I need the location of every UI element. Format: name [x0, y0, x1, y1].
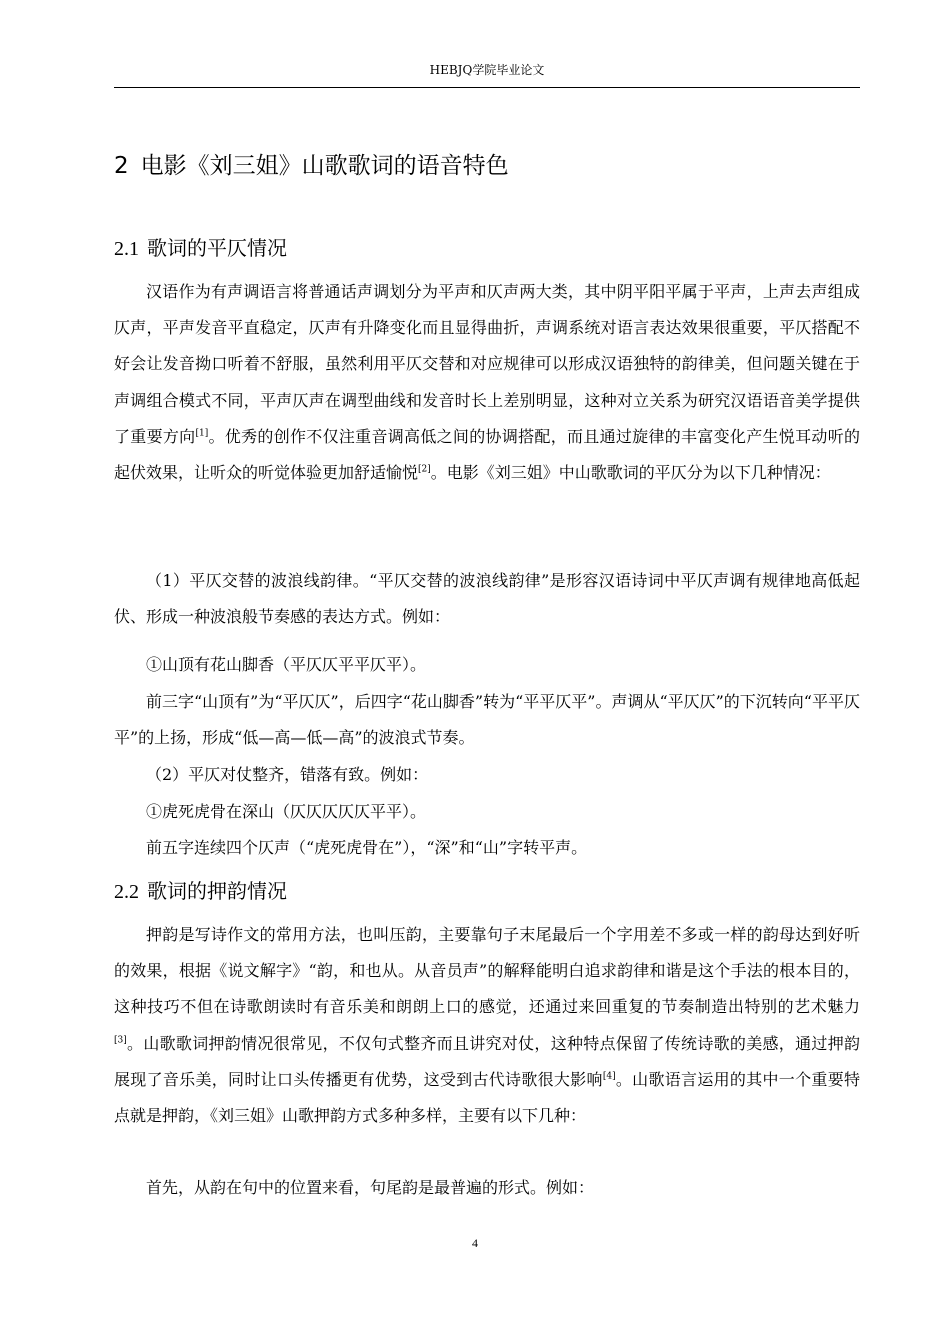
section-number: 2.2 [114, 881, 139, 903]
section-title: 歌词的押韵情况 [147, 879, 287, 903]
section-number: 2.1 [114, 238, 139, 260]
paragraph-example-1-analysis [114, 684, 860, 756]
chapter-title: 电影《刘三姐》山歌歌词的语音特色 [140, 153, 509, 179]
paragraph-tone-intro [114, 274, 860, 491]
chapter-number: 2 [114, 153, 129, 179]
section-heading-2-1 [114, 231, 287, 266]
paragraph-wave-rhythm [114, 563, 860, 635]
section-heading-2-2 [114, 874, 287, 909]
paragraph-example-2-analysis [114, 830, 860, 866]
header-rule [114, 87, 860, 88]
paragraph-text: 汉语作为有声调语言将普通话声调划分为平声和仄声两大类，其中阴平阳平属于平声，上声去声组成仄声，平声发音平直稳定，仄声有升降变化而且显得曲折，声调系统对语言表达效果很重要，平仄搭配不好会让发音拗口听着不舒服，虽然利用平仄交替和对应规律可以形成汉语独特的韵律美，但问题关键在于声调组合模式不同，平声仄声在调型曲线和发音时长上差别明显，这种对立关系为研究汉语语音美学提供了重要方向 [114, 282, 860, 446]
paragraph-text: （2）平仄对仗整齐，错落有致。例如： [146, 765, 429, 784]
example-2 [114, 794, 860, 830]
example-1 [114, 647, 860, 683]
chapter-heading [114, 148, 509, 184]
paragraph-text: 押韵是写诗作文的常用方法，也叫压韵，主要靠句子末尾最后一个字用差不多或一样的韵母达到好听的效果，根据《说文解字》“韵，和也从。从音员声”的解释能明白追求韵律和谐是这个手法的根本目的，这种技巧不但在诗歌朗读时有音乐美和朗朗上口的感觉，还通过来回重复的节奏制造出特别的艺术魅力 [114, 925, 860, 1017]
paragraph-text: 前五字连续四个仄声（“虎死虎骨在”），“深”和“山”字转平声。 [146, 838, 588, 857]
section-title: 歌词的平仄情况 [147, 236, 287, 260]
page-number: 4 [472, 1236, 478, 1250]
paragraph-text: 首先，从韵在句中的位置来看，句尾韵是最普遍的形式。例如： [146, 1178, 595, 1197]
paragraph-text: 。山歌歌词押韵情况很常见，不仅句式整齐而且讲究对仗，这种特点保留了传统诗歌的美感，通过押韵展现了音乐美，同时让口头传播更有优势，这受到古代诗歌很大影响 [114, 1033, 860, 1089]
example-text: ①山顶有花山脚香（平仄仄平平仄平）。 [146, 655, 427, 674]
citation-2[interactable]: [2] [418, 464, 431, 475]
paragraph-text: 。电影《刘三姐》中山歌歌词的平仄分为以下几种情况： [430, 463, 831, 483]
header-title: HEBJQ学院毕业论文 [429, 63, 545, 77]
page-footer [0, 1236, 950, 1251]
citation-4[interactable]: [4] [602, 1071, 616, 1082]
example-text: ①虎死虎骨在深山（仄仄仄仄仄平平）。 [146, 802, 427, 821]
paragraph-text: 。山歌语言运用的其中一个重要特点就是押韵，《刘三姐》山歌押韵方式多种多样，主要有以下几种： [114, 1069, 860, 1126]
paragraph-text: 。优秀的创作不仅注重音调高低之间的协调搭配，而且通过旋律的丰富变化产生悦耳动听的起伏效果，让听众的听觉体验更加舒适愉悦 [114, 426, 860, 483]
citation-3[interactable]: [3] [114, 1035, 127, 1046]
paragraph-text: 前三字“山顶有”为“平仄仄”，后四字“花山脚香”转为“平平仄平”。声调从“平仄仄”的下沉转向“平平仄平”的上扬，形成“低—高—低—高”的波浪式节奏。 [114, 692, 860, 748]
paragraph-end-rhyme [114, 1170, 860, 1206]
page-header [114, 62, 860, 78]
citation-1[interactable]: [1] [195, 428, 209, 439]
paragraph-rhyme-intro [114, 917, 860, 1134]
paragraph-text: （1）平仄交替的波浪线韵律。“平仄交替的波浪线韵律”是形容汉语诗词中平仄声调有规律地高低起伏、形成一种波浪般节奏感的表达方式。例如： [114, 571, 860, 627]
paragraph-antithesis [114, 757, 860, 793]
